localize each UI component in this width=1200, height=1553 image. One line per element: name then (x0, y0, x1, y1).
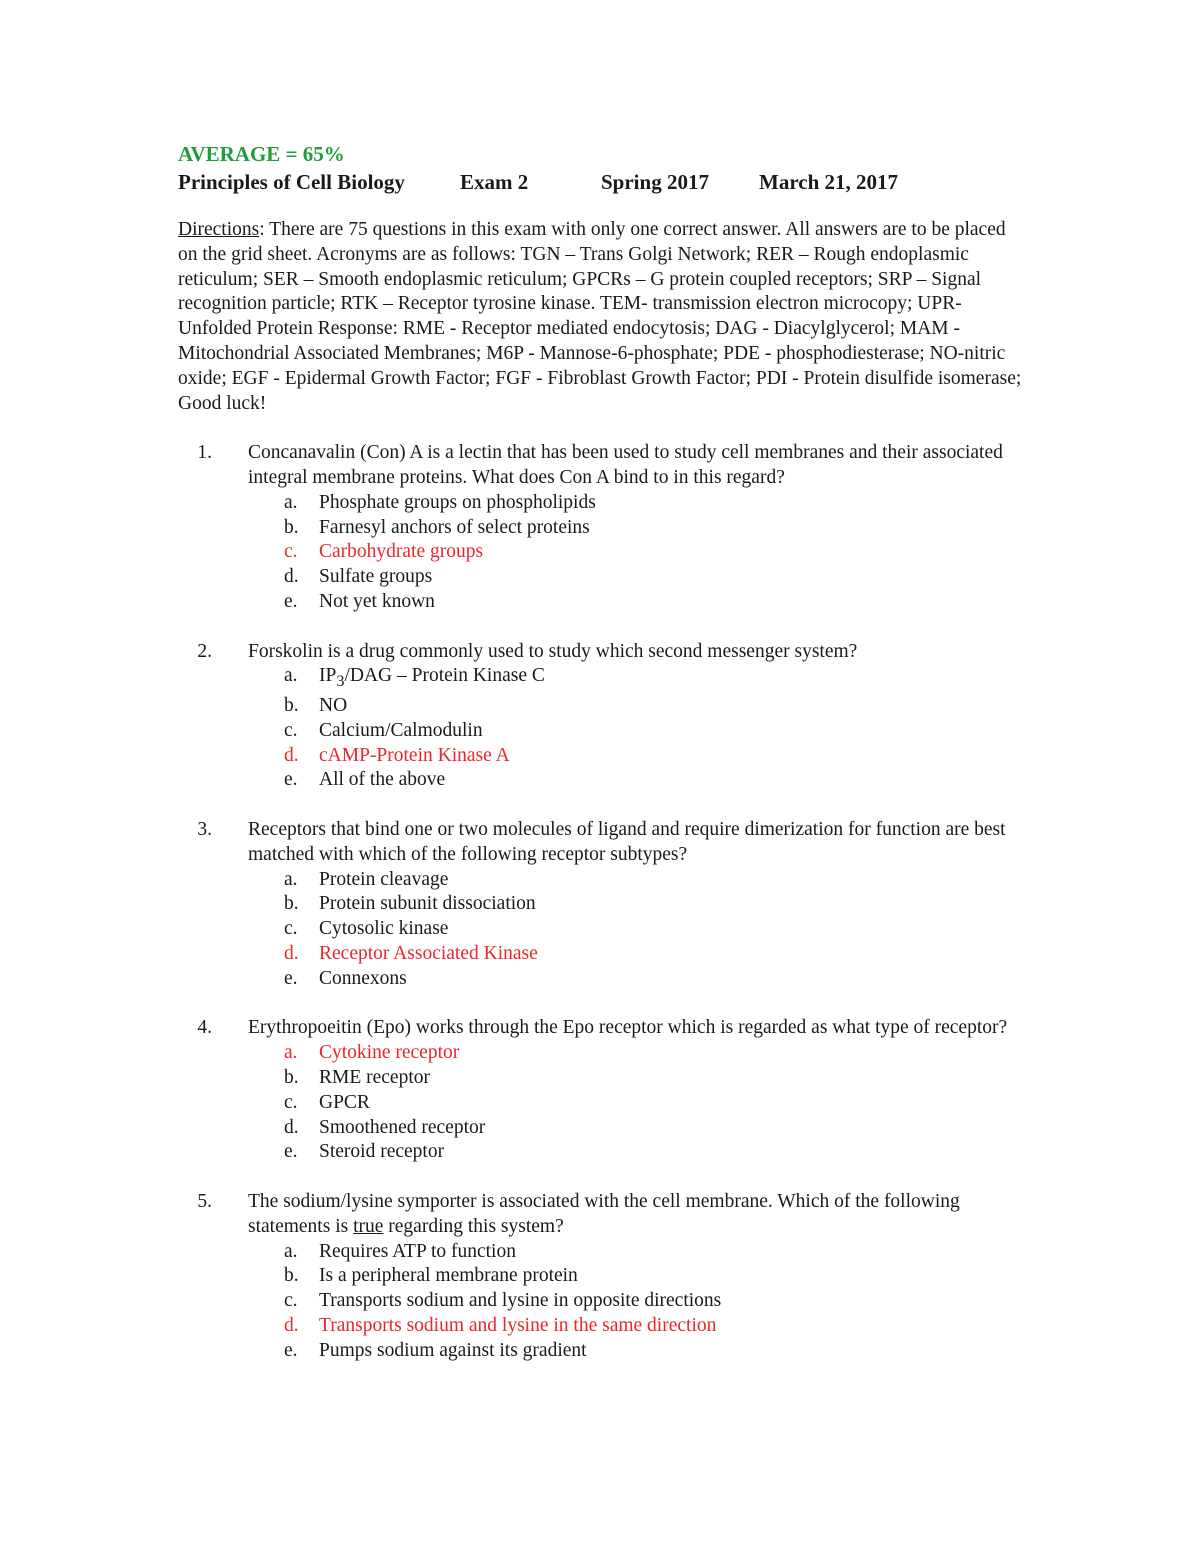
option-letter: b. (284, 516, 299, 538)
exam-name: Exam 2 (460, 170, 529, 194)
option-letter: d. (284, 1314, 299, 1336)
option-letter: e. (284, 1141, 298, 1163)
option-text: Protein cleavage (319, 868, 449, 890)
option-text: Phosphate groups on phospholipids (319, 491, 596, 513)
average-score: AVERAGE = 65% (178, 142, 345, 166)
option-c (284, 917, 1028, 942)
question-4 (178, 1016, 1028, 1165)
option-text: Receptor Associated Kinase (319, 943, 538, 964)
directions-text: : There are 75 questions in this exam with only one correct answer. All answers are to be placed on the grid sheet. Acronyms are as follows: TGN – Trans Golgi Network; RER – Rough endoplasmic reticulum; SER – Smooth endoplasmic reticulum; GPCRs – G protein coupled receptors; SRP – Signal recognition particle; RTK – Receptor tyrosine kinase. TEM- transmission electron microcopy; UPR- Unfolded Protein Response: RME - Receptor mediated endocytosis; DAG - Diacylglycerol; MAM - Mitochondrial Associated Membranes; M6P - Mannose-6-phosphate; PDE - phosphodiesterase; NO-nitric oxide; EGF - Epidermal Growth Factor; FGF - Fibroblast Growth Factor; PDI - Protein disulfide isomerase; Good luck! (178, 219, 1022, 414)
question-3 (178, 818, 1028, 992)
option-letter: e. (284, 967, 298, 989)
option-c (284, 1091, 1028, 1116)
option-d-correct (284, 942, 1028, 967)
option-text: Connexons (319, 967, 407, 989)
option-text: Transports sodium and lysine in opposite directions (319, 1290, 722, 1312)
option-letter: c. (284, 1091, 298, 1113)
question-text: Concanavalin (Con) A is a lectin that has been used to study cell membranes and their associated integral membrane proteins. What does Con A bind to in this regard? (248, 442, 1003, 488)
option-letter: b. (284, 1066, 299, 1088)
option-letter: a. (284, 868, 298, 890)
option-b (284, 694, 1028, 719)
option-text: Cytosolic kinase (319, 918, 449, 940)
option-letter: e. (284, 1339, 298, 1361)
option-text: Cytokine receptor (319, 1042, 460, 1064)
answer-options (284, 1240, 1028, 1364)
option-text: Sulfate groups (319, 566, 433, 588)
question-text: Erythropoeitin (Epo) works through the Epo receptor which is regarded as what type of receptor? (248, 1017, 1008, 1039)
option-d (284, 1116, 1028, 1141)
directions-label: Directions (178, 219, 260, 240)
exam-title-row (178, 168, 1028, 196)
directions-paragraph (178, 218, 1028, 416)
option-e (284, 1339, 1028, 1364)
option-letter: e. (284, 590, 298, 612)
question-number: 1. (197, 442, 212, 464)
option-a (284, 664, 1028, 694)
option-letter: a. (284, 491, 298, 513)
option-text: RME receptor (319, 1066, 431, 1088)
option-letter: c. (284, 541, 298, 563)
answer-options (284, 868, 1028, 992)
option-text: Calcium/Calmodulin (319, 719, 483, 741)
option-text (319, 664, 545, 694)
option-a-correct (284, 1041, 1028, 1066)
emphasized-word: true (353, 1215, 384, 1237)
option-letter: b. (284, 893, 299, 915)
option-letter: c. (284, 1290, 298, 1312)
option-text: NO (319, 695, 348, 717)
option-letter: d. (284, 566, 299, 588)
option-letter: c. (284, 918, 298, 940)
option-text-part: /DAG – Protein Kinase C (344, 665, 545, 687)
option-text: Requires ATP to function (319, 1240, 516, 1262)
option-letter: d. (284, 1116, 299, 1138)
option-text: Steroid receptor (319, 1141, 445, 1163)
question-text: Forskolin is a drug commonly used to study which second messenger system? (248, 640, 858, 662)
option-text: cAMP-Protein Kinase A (319, 744, 510, 766)
option-letter: c. (284, 719, 298, 741)
question-1 (178, 441, 1028, 615)
option-letter: a. (284, 665, 298, 687)
option-text: Transports sodium and lysine in the same direction (319, 1314, 717, 1336)
answer-options (284, 664, 1028, 793)
exam-date: March 21, 2017 (759, 170, 899, 194)
option-text: Is a peripheral membrane protein (319, 1265, 578, 1287)
option-text: Protein subunit dissociation (319, 893, 536, 915)
option-a (284, 1240, 1028, 1265)
question-text (248, 1190, 1028, 1240)
option-letter: d. (284, 943, 299, 964)
option-letter: d. (284, 744, 299, 766)
option-c-correct (284, 540, 1028, 565)
option-a (284, 868, 1028, 893)
option-text: Carbohydrate groups (319, 541, 484, 563)
question-number: 3. (197, 819, 212, 841)
option-text-part: IP (319, 665, 337, 687)
option-c (284, 1289, 1028, 1314)
option-e (284, 590, 1028, 615)
option-e (284, 967, 1028, 992)
option-d (284, 565, 1028, 590)
question-number: 4. (197, 1017, 212, 1039)
question-number: 2. (197, 640, 212, 662)
question-number: 5. (197, 1190, 212, 1212)
option-text: GPCR (319, 1091, 370, 1113)
exam-term: Spring 2017 (601, 170, 709, 194)
question-list (178, 441, 1028, 1363)
question-5 (178, 1190, 1028, 1364)
option-letter: b. (284, 1265, 299, 1287)
option-text: Pumps sodium against its gradient (319, 1339, 587, 1361)
subscript: 3 (336, 672, 345, 691)
option-d-correct (284, 1314, 1028, 1339)
answer-options (284, 1041, 1028, 1165)
question-2 (178, 640, 1028, 794)
option-text: Not yet known (319, 590, 435, 612)
option-b (284, 892, 1028, 917)
question-text-part: The sodium/lysine symporter is associated with the cell membrane. Which of the following statements is (248, 1190, 960, 1237)
exam-content (178, 140, 1028, 1388)
option-e (284, 1140, 1028, 1165)
option-d-correct (284, 744, 1028, 769)
option-b (284, 516, 1028, 541)
option-b (284, 1264, 1028, 1289)
question-text-part: regarding this system? (383, 1215, 564, 1237)
option-c (284, 719, 1028, 744)
course-title: Principles of Cell Biology (178, 170, 405, 194)
option-letter: a. (284, 1042, 298, 1064)
option-text: Farnesyl anchors of select proteins (319, 516, 590, 538)
option-letter: e. (284, 769, 298, 791)
option-a (284, 491, 1028, 516)
option-text: All of the above (319, 769, 446, 791)
question-text: Receptors that bind one or two molecules of ligand and require dimerization for function are best matched with which of the following receptor subtypes? (248, 819, 1006, 865)
option-letter: a. (284, 1240, 298, 1262)
option-letter: b. (284, 695, 299, 717)
option-e (284, 768, 1028, 793)
option-text: Smoothened receptor (319, 1116, 486, 1138)
option-b (284, 1066, 1028, 1091)
answer-options (284, 491, 1028, 615)
